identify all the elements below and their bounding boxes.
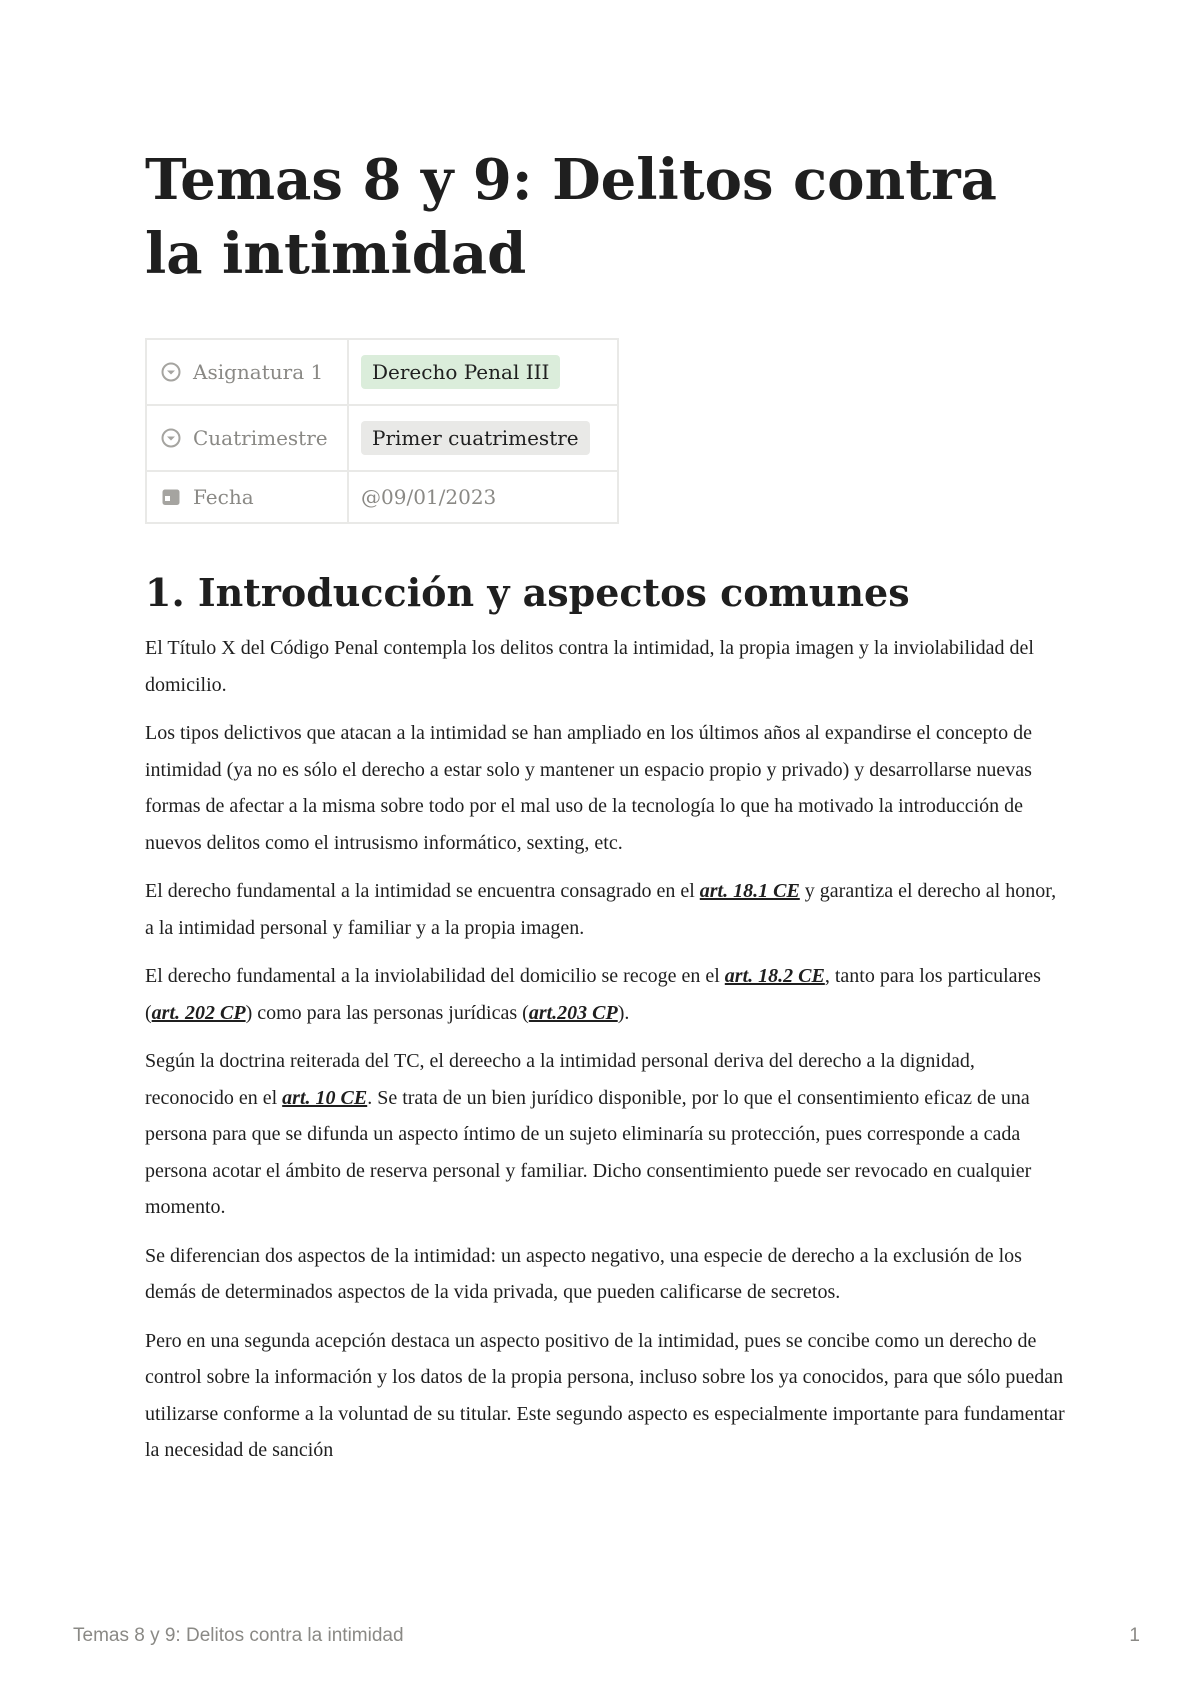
article-link[interactable]: art. 10 CE [282,1086,368,1109]
paragraph-text: El derecho fundamental a la intimidad se encuentra consagrado en el [145,880,700,902]
paragraph-text: . Se trata de un bien jurídico disponible, por lo que el consentimiento eficaz de una persona para que se difunda un aspecto íntimo de un sujeto eliminaría su protección, pues corresponde a cada persona acotar el ámbito de reserva personal y familiar. Dicho consentimiento puede ser revocado en cualquier momento. [145,1086,1032,1218]
property-label-cell [146,405,348,471]
property-label-cell [146,471,348,523]
property-value-cell[interactable] [348,339,618,405]
paragraph [145,873,1065,946]
article-link[interactable]: art. 18.2 CE [724,965,825,987]
paragraph-text: Según la doctrina reiterada del TC, el dereecho a la intimidad personal deriva del derecho a la dignidad, reconocido en el [145,1050,975,1109]
property-row [146,471,618,523]
property-value-cell[interactable] [348,405,618,471]
properties-table [145,338,619,524]
paragraph [145,958,1065,1031]
property-row [146,405,618,471]
paragraph-text: El derecho fundamental a la inviolabilidad del domicilio se recoge en el [145,965,725,987]
article-link[interactable]: art.203 CP [528,1001,618,1024]
semester-tag[interactable]: Primer cuatrimestre [361,421,590,455]
page-footer [73,1625,1140,1647]
property-label-cell [146,339,348,405]
paragraph [145,1043,1065,1226]
paragraph-text: , tanto para los particulares ( [145,965,1041,1024]
property-value-cell[interactable] [348,471,618,523]
property-label: Asignatura 1 [193,360,324,384]
article-link[interactable]: art. 18.1 CE [699,880,800,902]
paragraph-text: ). [617,1001,630,1024]
paragraph-text: ) como para las personas jurídicas ( [245,1001,529,1024]
paragraph-text: y garantiza el derecho al honor, a la intimidad personal y familiar y a la propia imagen. [145,880,1057,939]
section-body [145,630,1065,1481]
calendar-icon [161,487,181,507]
subject-tag[interactable]: Derecho Penal III [361,355,560,389]
article-link[interactable]: art. 202 CP [151,1001,246,1024]
paragraph: Se diferencian dos aspectos de la intimidad: un aspecto negativo, una especie de derecho a la exclusión de los demás de determinados aspectos de la vida privada, que pueden calificarse de secretos. [145,1244,1022,1303]
footer-title: Temas 8 y 9: Delitos contra la intimidad [73,1625,404,1646]
date-value[interactable]: @09/01/2023 [361,485,497,509]
page-title: Temas 8 y 9: Delitos contra la intimidad [145,147,997,287]
page-number: 1 [1129,1625,1140,1646]
property-row [146,339,618,405]
select-icon [161,428,181,448]
select-icon [161,362,181,382]
paragraph: El Título X del Código Penal contempla los delitos contra la intimidad, la propia imagen y la inviolabilidad del domicilio. [145,637,1034,696]
paragraph: Pero en una segunda acepción destaca un aspecto positivo de la intimidad, pues se concibe como un derecho de control sobre la información y los datos de la propia persona, incluso sobre los ya conocidos, para que sólo puedan utilizarse conforme a la voluntad de su titular. Este segundo aspecto es especialmente importante para fundamentar la necesidad de sanción [145,1329,1065,1461]
paragraph: Los tipos delictivos que atacan a la intimidad se han ampliado en los últimos años al expandirse el concepto de intimidad (ya no es sólo el derecho a estar solo y mantener un espacio propio y privado) y desarrollarse nuevas formas de afectar a la misma sobre todo por el mal uso de la tecnología lo que ha motivado la introducción de nuevos delitos como el intrusismo informático, sexting, etc. [145,722,1032,854]
section-heading: 1. Introducción y aspectos comunes [145,570,910,615]
property-label: Cuatrimestre [193,426,328,450]
property-label: Fecha [193,485,254,509]
